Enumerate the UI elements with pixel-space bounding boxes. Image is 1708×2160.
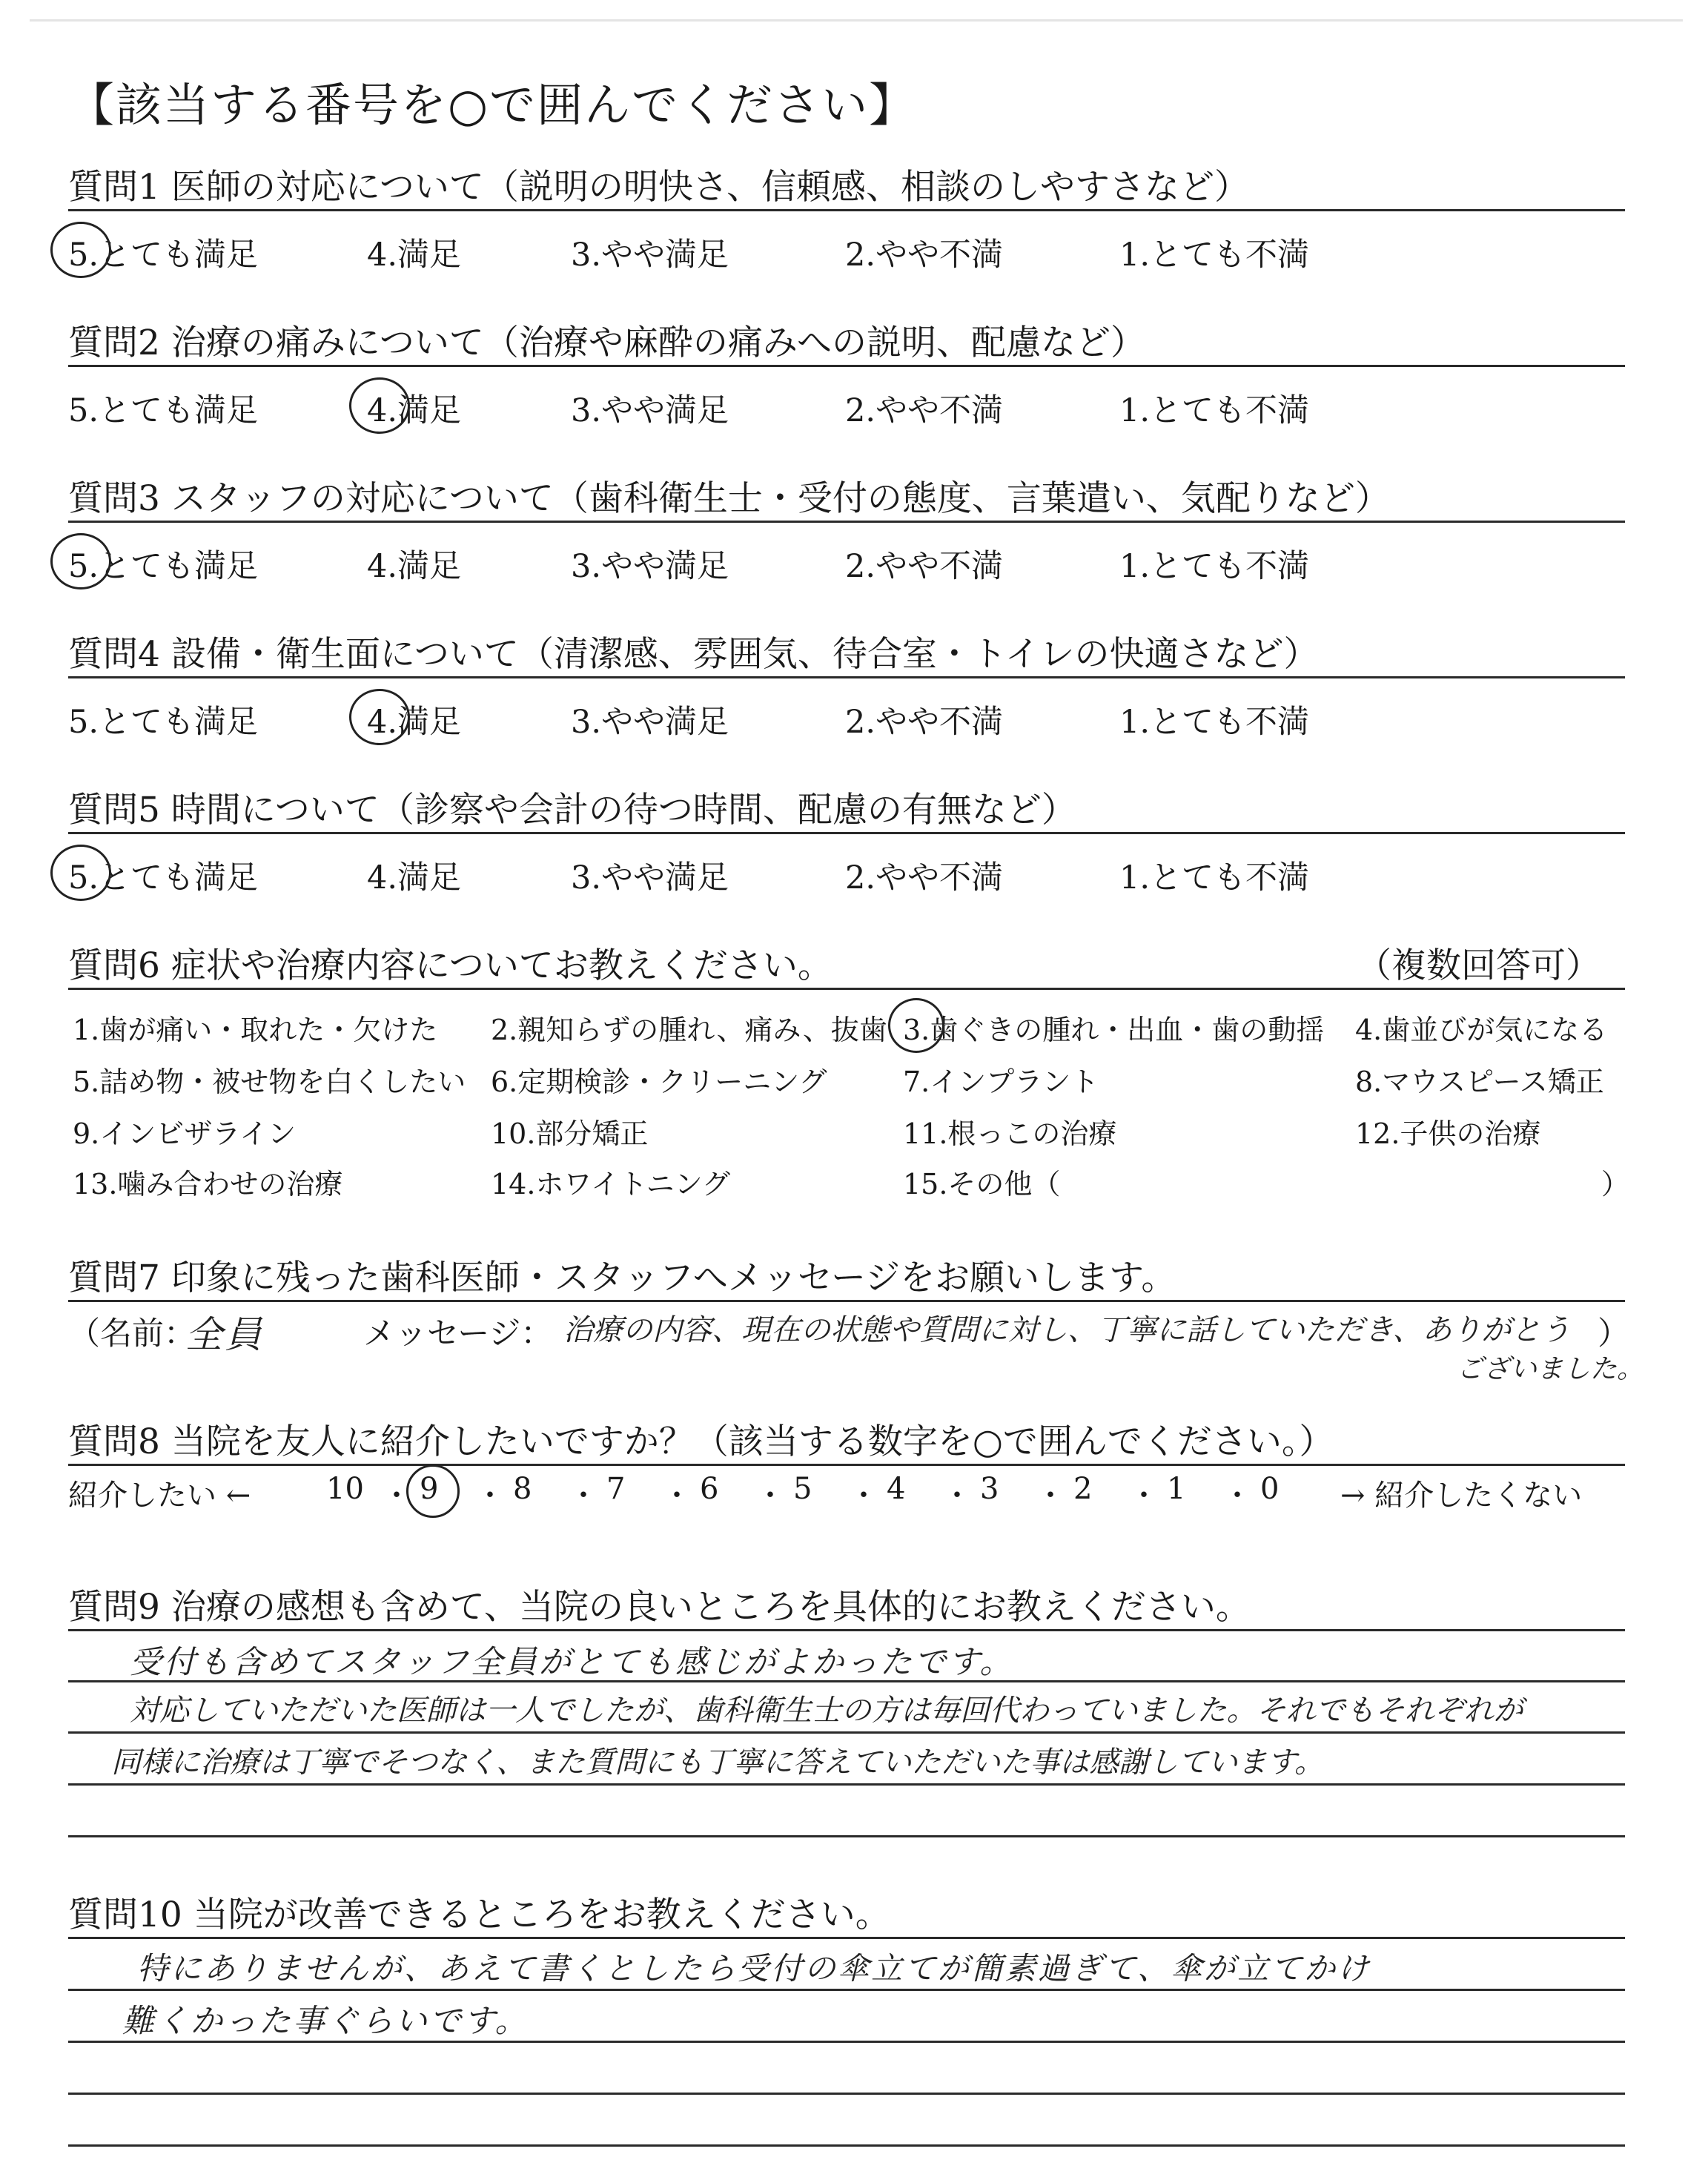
q2-option-2[interactable]: 2.やや不満 [845, 392, 1004, 429]
q8-scale-10[interactable]: 10 [326, 1472, 364, 1506]
q3-selection-circle [50, 533, 111, 589]
q8-scale-4[interactable]: 4 [887, 1472, 906, 1506]
q8-label: 質問8 当院を友人に紹介したいですか？（該当する数字を○で囲んでください。） [68, 1421, 1334, 1462]
top-border [30, 19, 1683, 22]
q9-rule-3 [68, 1783, 1625, 1786]
q5-option-5[interactable]: 5.とても満足 [68, 859, 259, 896]
q4-option-5[interactable]: 5.とても満足 [68, 704, 259, 741]
q1-option-1[interactable]: 1.とても不満 [1119, 237, 1310, 274]
q8-dot: ・ [475, 1479, 505, 1513]
q10-rule-4 [68, 2144, 1625, 2147]
q9-label: 質問9 治療の感想も含めて、当院の良いところを具体的にお教えください。 [68, 1587, 1251, 1628]
q9-rule-0 [68, 1629, 1625, 1631]
q6-option-7[interactable]: 7.インプラント [903, 1066, 1099, 1098]
q5-option-1[interactable]: 1.とても不満 [1119, 859, 1310, 896]
q6-option-15[interactable]: 15.その他（ [903, 1168, 1061, 1200]
q2-option-1[interactable]: 1.とても不満 [1119, 392, 1310, 429]
q8-scale-7[interactable]: 7 [606, 1472, 626, 1506]
q6-option-13[interactable]: 13.噛み合わせの治療 [73, 1168, 343, 1200]
q8-selection-circle [406, 1464, 460, 1518]
q8-scale-8[interactable]: 8 [513, 1472, 532, 1506]
q10-line-1: 特にありませんが、あえて書くとしたら受付の傘立てが簡素過ぎて、傘が立てかけ [137, 1950, 1371, 1986]
q7-message-label: メッセージ： [363, 1315, 553, 1353]
q2-selection-circle [349, 377, 410, 434]
q2-option-3[interactable]: 3.やや満足 [571, 392, 729, 429]
q8-dot: ・ [1222, 1479, 1252, 1513]
q8-scale-5[interactable]: 5 [793, 1472, 812, 1506]
q8-left-label: 紹介したい ← [68, 1479, 251, 1513]
page-title: 【該当する番号を○で囲んでください】 [68, 78, 917, 132]
q3-label: 質問3 スタッフの対応について（歯科衛生士・受付の態度、言葉遣い、気配りなど） [68, 478, 1390, 519]
q10-rule-0 [68, 1937, 1625, 1939]
q4-option-2[interactable]: 2.やや不満 [845, 704, 1004, 741]
q7-message-line2: ございました。 [1457, 1354, 1644, 1384]
q8-dot: ・ [382, 1479, 411, 1513]
q5-option-3[interactable]: 3.やや満足 [571, 859, 729, 896]
q8-dot: ・ [1036, 1479, 1065, 1513]
q6-note: （複数回答可） [1357, 945, 1601, 986]
q9-line-3: 同様に治療は丁寧でそつなく、また質問にも丁寧に答えていただいた事は感謝しています。 [111, 1745, 1324, 1780]
q3-option-2[interactable]: 2.やや不満 [845, 548, 1004, 585]
q1-option-2[interactable]: 2.やや不満 [845, 237, 1004, 274]
q8-dot: ・ [849, 1479, 878, 1513]
q8-dot: ・ [1129, 1479, 1159, 1513]
q8-scale-2[interactable]: 2 [1073, 1472, 1093, 1506]
q9-line-1: 受付も含めてスタッフ全員がとても感じがよかったです。 [130, 1644, 1014, 1681]
q6-rule [68, 988, 1625, 990]
q7-label: 質問7 印象に残った歯科医師・スタッフへメッセージをお願いします。 [68, 1258, 1176, 1298]
q1-option-4[interactable]: 4.満足 [367, 237, 462, 274]
q10-label: 質問10 当院が改善できるところをお教えください。 [68, 1895, 890, 1935]
q8-dot: ・ [662, 1479, 692, 1513]
q1-option-3[interactable]: 3.やや満足 [571, 237, 729, 274]
q7-rule [68, 1300, 1625, 1302]
q6-other-close: ） [1601, 1168, 1630, 1200]
q6-option-1[interactable]: 1.歯が痛い・取れた・欠けた [73, 1014, 438, 1046]
q6-option-5[interactable]: 5.詰め物・被せ物を白くしたい [73, 1066, 466, 1098]
q6-option-14[interactable]: 14.ホワイトニング [491, 1168, 731, 1200]
q5-rule [68, 832, 1625, 834]
q8-dot: ・ [569, 1479, 598, 1513]
q7-name-value: 全員 [185, 1313, 264, 1356]
q5-selection-circle [50, 845, 111, 901]
q10-line-2: 難くかった事ぐらいです。 [122, 2003, 529, 2040]
q4-selection-circle [349, 689, 410, 745]
q9-rule-2 [68, 1731, 1625, 1734]
q8-scale-3[interactable]: 3 [980, 1472, 999, 1506]
q6-selection-circle [888, 998, 944, 1053]
q7-close-paren: ） [1598, 1315, 1629, 1353]
q4-option-1[interactable]: 1.とても不満 [1119, 704, 1310, 741]
q1-label: 質問1 医師の対応について（説明の明快さ、信頼感、相談のしやすさなど） [68, 167, 1250, 208]
q8-scale-1[interactable]: 1 [1167, 1472, 1186, 1506]
q10-rule-1 [68, 1989, 1625, 1991]
q4-option-4[interactable]: 4.満足 [367, 704, 462, 741]
q4-option-3[interactable]: 3.やや満足 [571, 704, 729, 741]
q6-option-8[interactable]: 8.マウスピース矯正 [1355, 1066, 1604, 1098]
q6-option-4[interactable]: 4.歯並びが気になる [1355, 1014, 1608, 1046]
q4-label: 質問4 設備・衛生面について（清潔感、雰囲気、待合室・トイレの快適さなど） [68, 634, 1319, 675]
q2-rule [68, 365, 1625, 367]
q6-option-2[interactable]: 2.親知らずの腫れ、痛み、抜歯 [491, 1014, 887, 1046]
q9-rule-4 [68, 1835, 1625, 1837]
q6-option-10[interactable]: 10.部分矯正 [491, 1117, 649, 1150]
q6-option-6[interactable]: 6.定期検診・クリーニング [491, 1066, 827, 1098]
q3-option-5[interactable]: 5.とても満足 [68, 548, 259, 585]
q6-option-3[interactable]: 3.歯ぐきの腫れ・出血・歯の動揺 [903, 1014, 1325, 1046]
q4-rule [68, 676, 1625, 678]
q3-option-4[interactable]: 4.満足 [367, 548, 462, 585]
q6-option-11[interactable]: 11.根っこの治療 [903, 1117, 1117, 1150]
q6-option-12[interactable]: 12.子供の治療 [1355, 1117, 1541, 1150]
q5-label: 質問5 時間について（診察や会計の待つ時間、配慮の有無など） [68, 790, 1076, 830]
q8-rule [68, 1464, 1625, 1466]
q8-scale-9[interactable]: 9 [420, 1472, 439, 1506]
q3-option-3[interactable]: 3.やや満足 [571, 548, 729, 585]
q8-dot: ・ [942, 1479, 972, 1513]
q6-option-9[interactable]: 9.インビザライン [73, 1117, 297, 1150]
q9-line-2: 対応していただいた医師は一人でしたが、歯科衛生士の方は毎回代わっていました。それでもそれぞれが [130, 1694, 1523, 1728]
q5-option-2[interactable]: 2.やや不満 [845, 859, 1004, 896]
q2-option-5[interactable]: 5.とても満足 [68, 392, 259, 429]
q1-rule [68, 209, 1625, 211]
q7-message-line1: 治療の内容、現在の状態や質問に対し、丁寧に話していただき、ありがとう [563, 1313, 1571, 1347]
q10-rule-3 [68, 2093, 1625, 2095]
q6-label: 質問6 症状や治療内容についてお教えください。 [68, 945, 833, 986]
q8-right-label: → 紹介したくない [1340, 1479, 1583, 1513]
q3-rule [68, 521, 1625, 523]
q7-name-label: （名前： [68, 1315, 196, 1353]
q5-option-4[interactable]: 4.満足 [367, 859, 462, 896]
q8-scale-6[interactable]: 6 [700, 1472, 719, 1506]
q8-scale-0[interactable]: 0 [1260, 1472, 1280, 1506]
q1-option-5[interactable]: 5.とても満足 [68, 237, 259, 274]
q2-option-4[interactable]: 4.満足 [367, 392, 462, 429]
q3-option-1[interactable]: 1.とても不満 [1119, 548, 1310, 585]
q1-selection-circle [50, 222, 111, 278]
q2-label: 質問2 治療の痛みについて（治療や麻酔の痛みへの説明、配慮など） [68, 323, 1145, 363]
q8-dot: ・ [755, 1479, 785, 1513]
